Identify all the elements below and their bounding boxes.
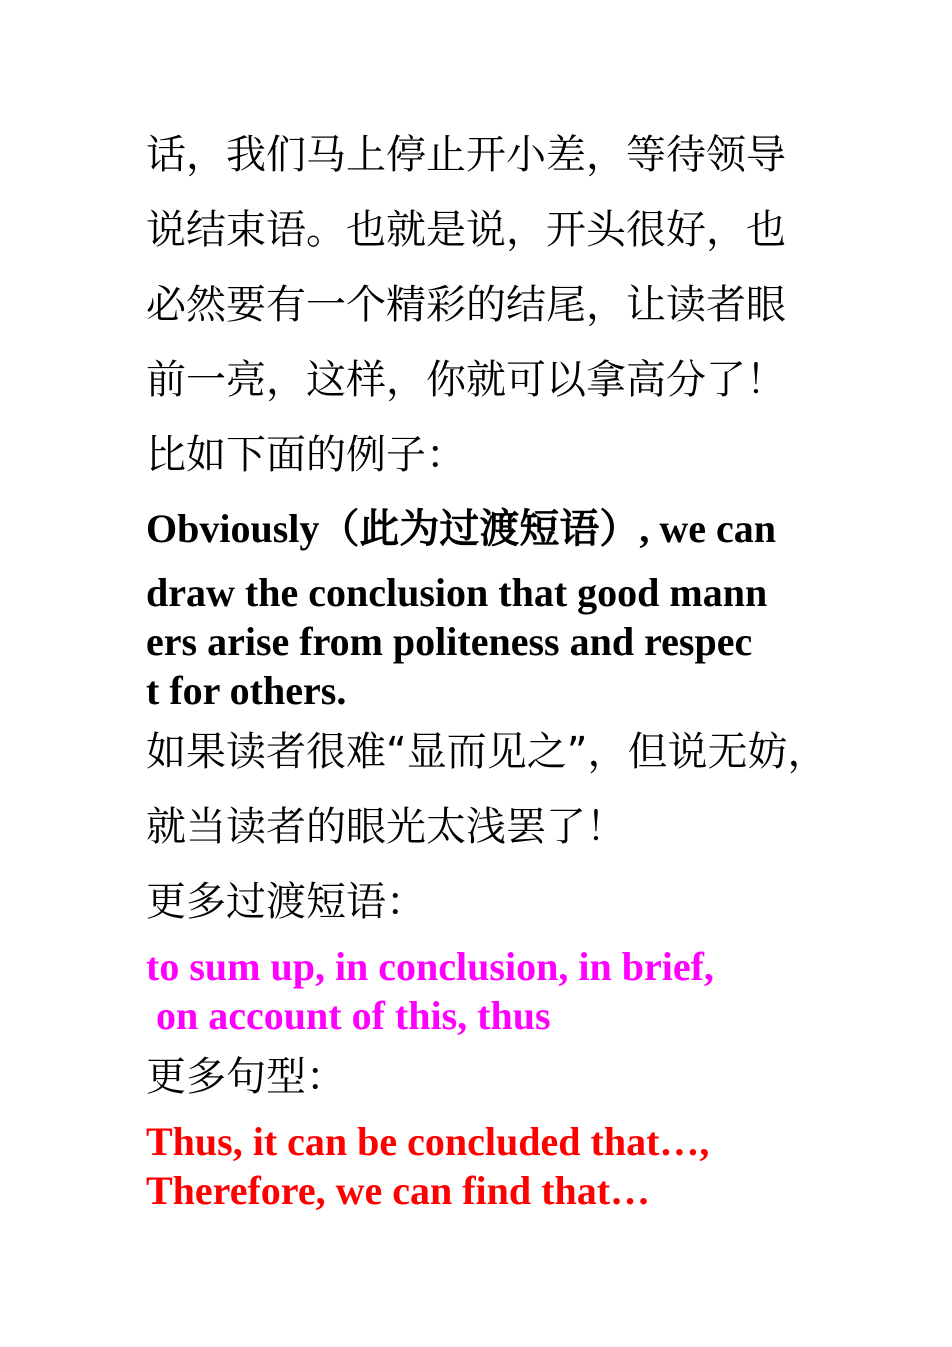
paragraph-line-2: 说结束语。也就是说，开头很好，也 bbox=[146, 207, 786, 253]
transition-phrases-heading: 更多过渡短语： bbox=[146, 879, 426, 925]
example-line-4: t for others. bbox=[146, 668, 347, 713]
example-line-1: Obviously（此为过渡短语）, we can bbox=[146, 506, 777, 551]
example-intro: 比如下面的例子： bbox=[146, 432, 466, 478]
sentence-pattern-line-1: Thus, it can be concluded that…, bbox=[146, 1119, 710, 1164]
paragraph-line-3: 必然要有一个精彩的结尾，让读者眼 bbox=[146, 282, 786, 328]
comment-line-1: 如果读者很难“显而见之”，但说无妨， bbox=[146, 729, 828, 775]
sentence-patterns-heading: 更多句型： bbox=[146, 1054, 346, 1100]
example-line-2: draw the conclusion that good mann bbox=[146, 570, 768, 615]
transition-phrases-line-1: to sum up, in conclusion, in brief, bbox=[146, 944, 714, 989]
transition-phrases-line-2: on account of this, thus bbox=[146, 993, 551, 1038]
example-line-3: ers arise from politeness and respec bbox=[146, 619, 753, 664]
paragraph-line-4: 前一亮，这样，你就可以拿高分了！ bbox=[146, 357, 786, 403]
paragraph-line-1: 话，我们马上停止开小差，等待领导 bbox=[146, 132, 786, 178]
comment-line-2: 就当读者的眼光太浅罢了！ bbox=[146, 804, 626, 850]
sentence-pattern-line-2: Therefore, we can find that… bbox=[146, 1168, 651, 1213]
